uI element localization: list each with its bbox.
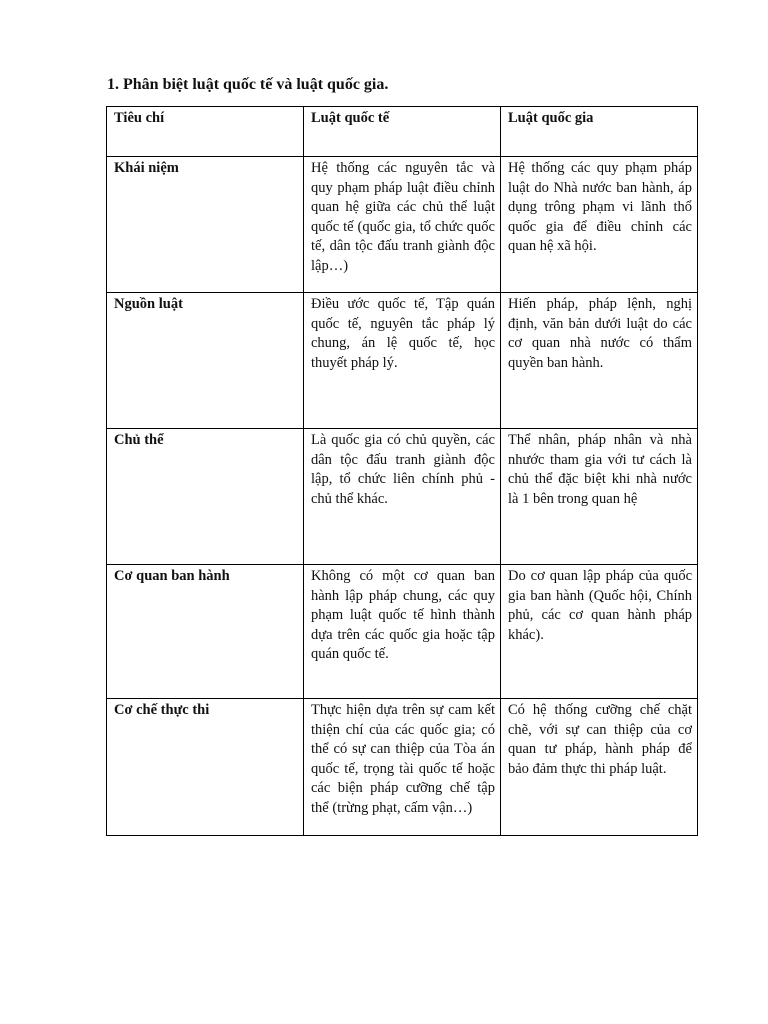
header-criterion: Tiêu chí — [107, 107, 304, 157]
row-national-law: Hiến pháp, pháp lệnh, nghị định, văn bản dưới luật do các cơ quan nhà nước có thẩm quyền ban hành. — [501, 293, 698, 429]
row-international-law: Hệ thống các nguyên tắc và quy phạm pháp luật điều chỉnh quan hệ giữa các chủ thể luật quốc tế (quốc gia, tổ chức quốc tế, dân tộc đấu tranh giành độc lập…) — [304, 157, 501, 293]
row-international-law: Điều ước quốc tế, Tập quán quốc tế, nguyên tắc pháp lý chung, án lệ quốc tế, học thuyết pháp lý. — [304, 293, 501, 429]
row-international-law: Là quốc gia có chủ quyền, các dân tộc đấu tranh giành độc lập, tổ chức liên chính phủ - chủ thể khác. — [304, 429, 501, 565]
table-row — [107, 293, 698, 429]
row-international-law: Thực hiện dựa trên sự cam kết thiện chí của các quốc gia; có thể có sự can thiệp của Tòa án quốc tế, trọng tài quốc tế hoặc các biện pháp cưỡng chế tập thể (trừng phạt, cấm vận…) — [304, 699, 501, 836]
table-row — [107, 157, 698, 293]
row-criterion: Cơ chế thực thi — [107, 699, 304, 836]
row-national-law: Do cơ quan lập pháp của quốc gia ban hành (Quốc hội, Chính phủ, các cơ quan hành pháp khác). — [501, 565, 698, 699]
table-row — [107, 429, 698, 565]
document-heading: 1. Phân biệt luật quốc tế và luật quốc gia. — [107, 76, 389, 93]
header-national-law: Luật quốc gia — [501, 107, 698, 157]
row-criterion: Cơ quan ban hành — [107, 565, 304, 699]
row-criterion: Chủ thể — [107, 429, 304, 565]
table-row — [107, 699, 698, 836]
table-header-row — [107, 107, 698, 157]
row-national-law: Hệ thống các quy phạm pháp luật do Nhà nước ban hành, áp dụng trông phạm vi lãnh thổ quốc gia để điều chỉnh các quan hệ xã hội. — [501, 157, 698, 293]
row-national-law: Thể nhân, pháp nhân và nhà nhước tham gia với tư cách là chủ thể đặc biệt khi nhà nước là 1 bên trong quan hệ — [501, 429, 698, 565]
row-criterion: Khái niệm — [107, 157, 304, 293]
comparison-table — [106, 106, 698, 836]
row-national-law: Có hệ thống cưỡng chế chặt chẽ, với sự can thiệp của cơ quan tư pháp, hành pháp để bảo đảm thực thi pháp luật. — [501, 699, 698, 836]
header-international-law: Luật quốc tế — [304, 107, 501, 157]
row-international-law: Không có một cơ quan ban hành lập pháp chung, các quy phạm luật quốc tế hình thành dựa trên các quốc gia hoặc tập quán quốc tế. — [304, 565, 501, 699]
table-row — [107, 565, 698, 699]
row-criterion: Nguồn luật — [107, 293, 304, 429]
